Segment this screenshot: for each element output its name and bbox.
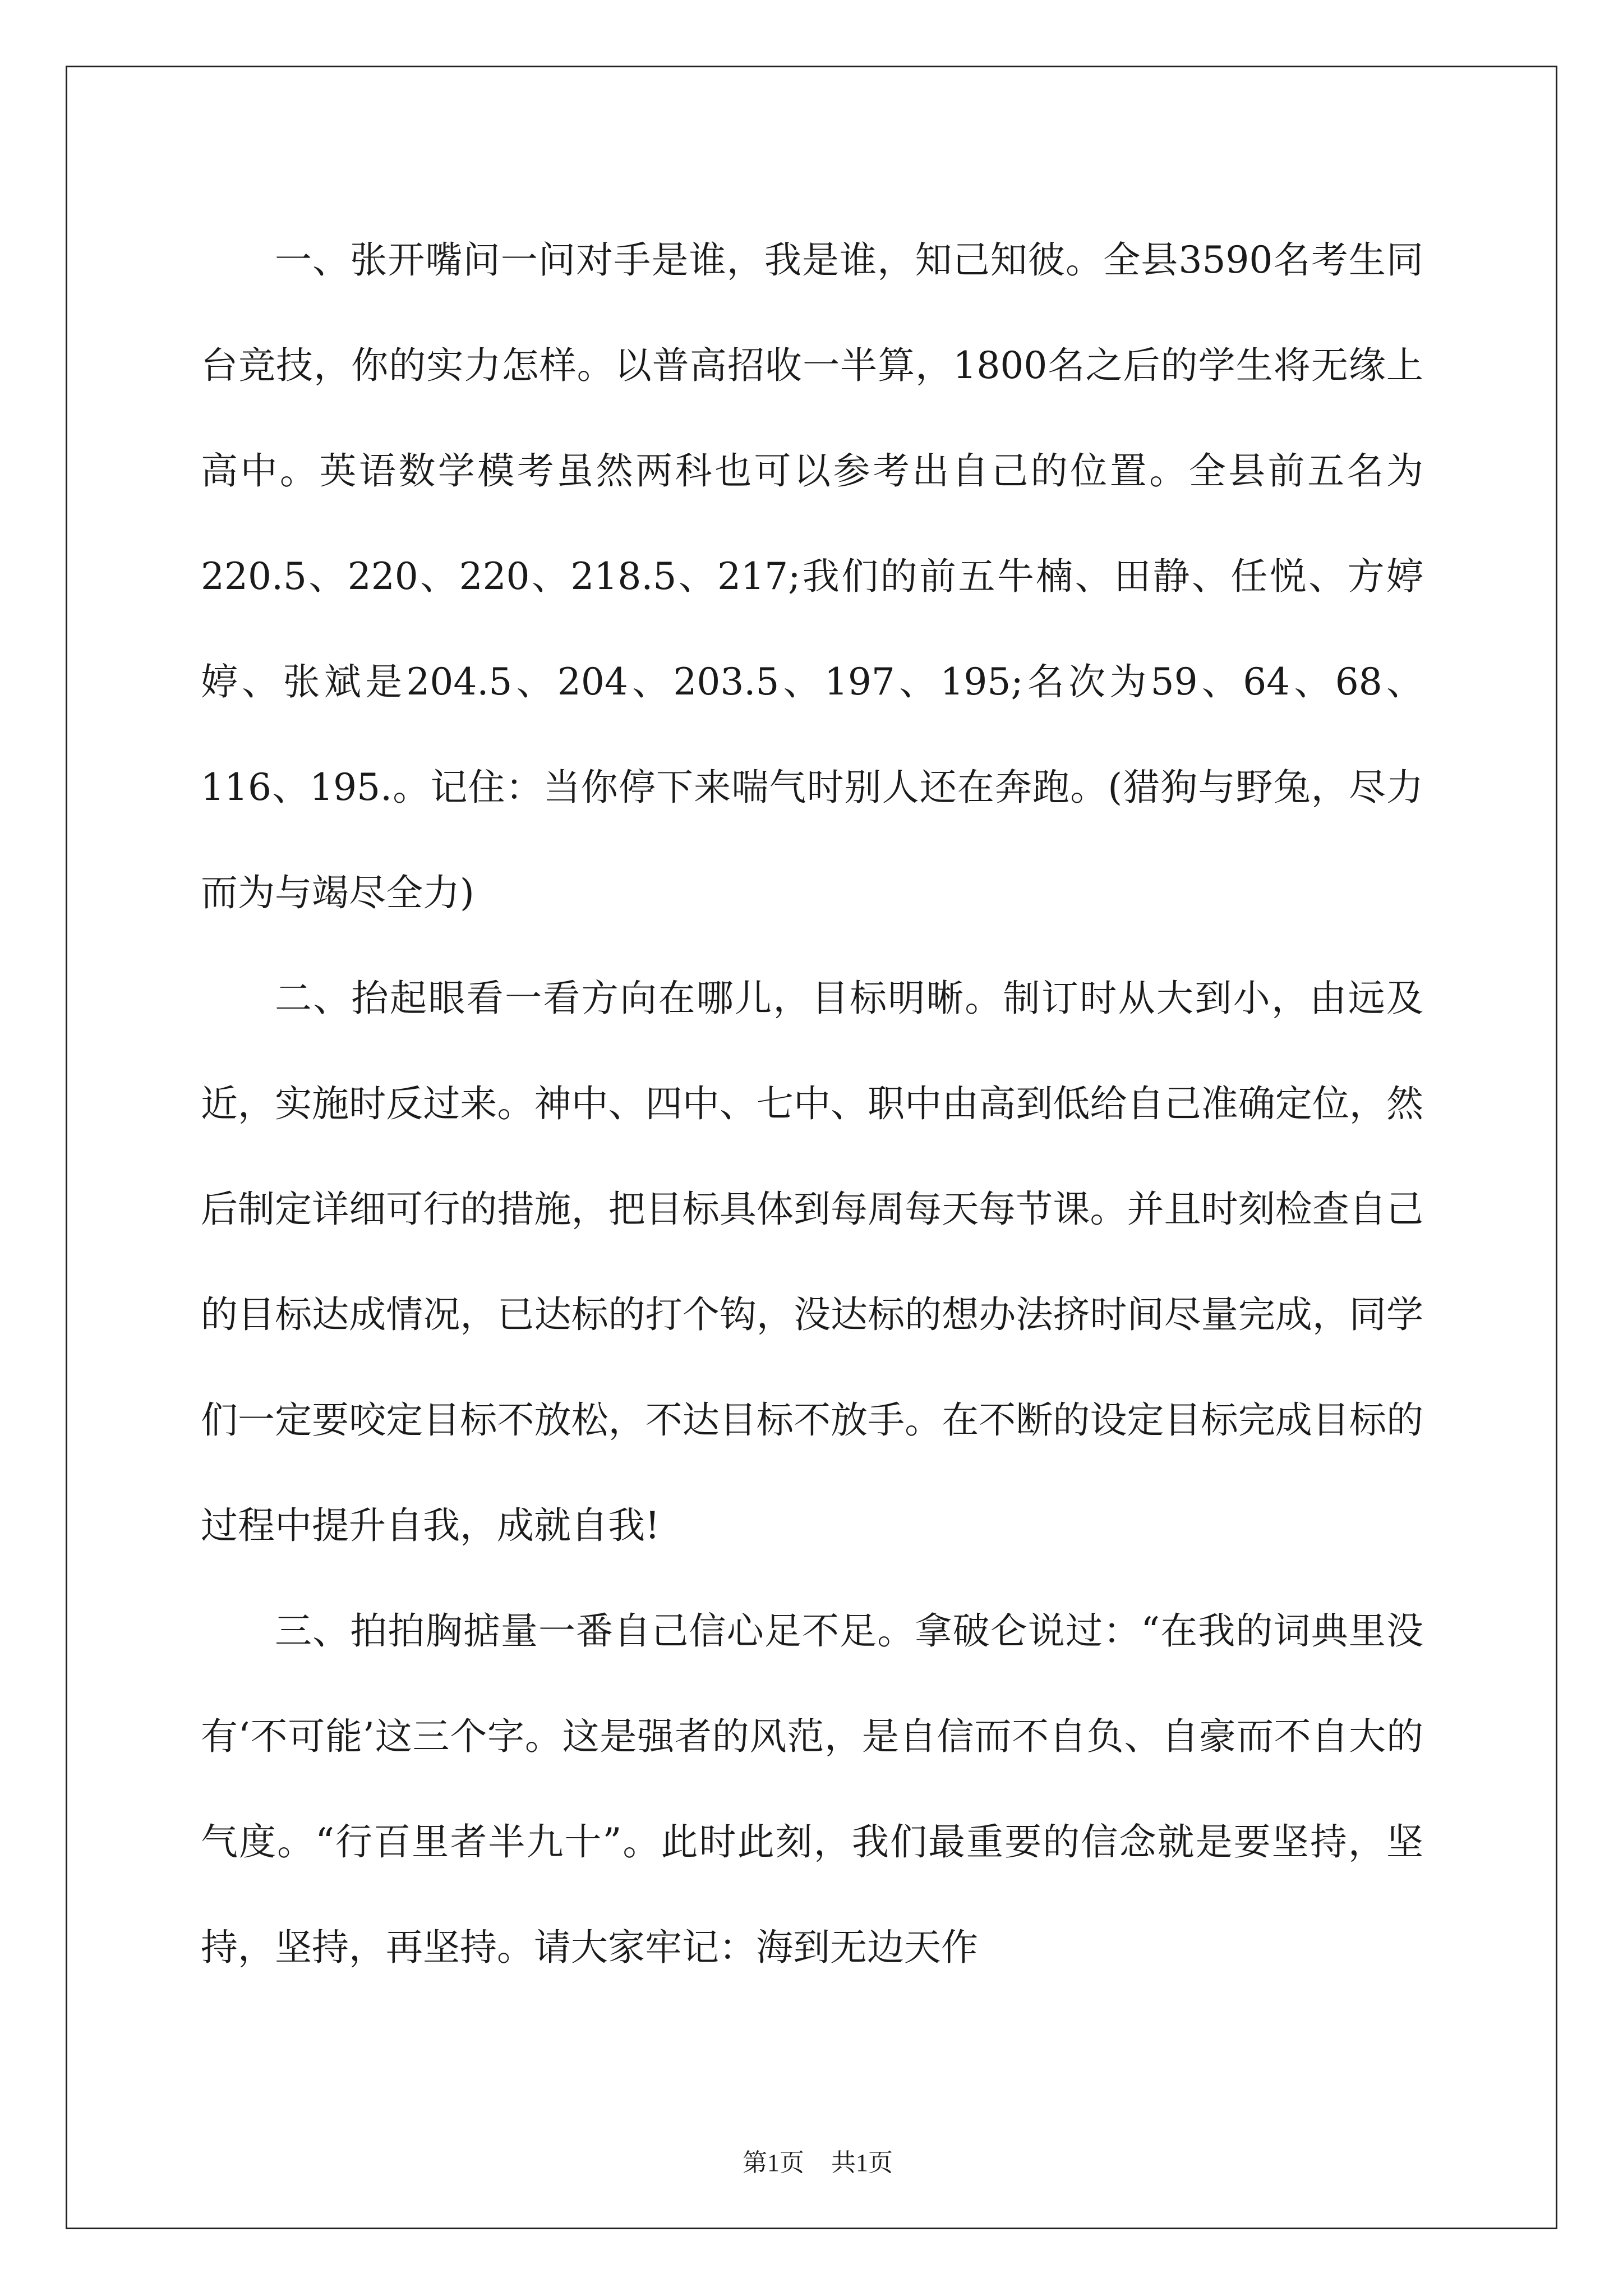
paragraph-1: 一、张开嘴问一问对手是谁，我是谁，知己知彼。全县3590名考生同台竞技，你的实力怎样。以普高招收一半算，1800名之后的学生将无缘上高中。英语数学模考虽然两科也可以参考出自己的位置。全县前五名为220.5、220、220、218.5、217;我们的前五牛楠、田静、任悦、方婷婷、张斌是204.5、204、203.5、197、195;名次为59、64、68、116、195.。记住：当你停下来喘气时别人还在奔跑。(猎狗与野兔，尽力而为与竭尽全力) <box>201 238 1423 914</box>
page-footer <box>0 2114 1623 2178</box>
paragraph-2: 二、抬起眼看一看方向在哪儿，目标明晰。制订时从大到小，由远及近，实施时反过来。神中、四中、七中、职中由高到低给自己准确定位，然后制定详细可行的措施，把目标具体到每周每天每节课。并且时刻检查自己的目标达成情况，已达标的打个钩，没达标的想办法挤时间尽量完成，同学们一定要咬定目标不放松，不达目标不放手。在不断的设定目标完成目标的过程中提升自我，成就自我! <box>201 977 1423 1547</box>
page-number: 第1页 <box>743 2149 804 2177</box>
paragraph-3: 三、拍拍胸掂量一番自己信心足不足。拿破仑说过：“在我的词典里没有‘不可能’这三个字。这是强者的风范，是自信而不自负、自豪而不自大的气度。“行百里者半九十”。此时此刻，我们最重要的信念就是要坚持，坚持，坚持，再坚持。请大家牢记：海到无边天作 <box>201 1609 1423 1969</box>
document-body <box>201 208 1423 2000</box>
page-total: 共1页 <box>831 2149 893 2177</box>
